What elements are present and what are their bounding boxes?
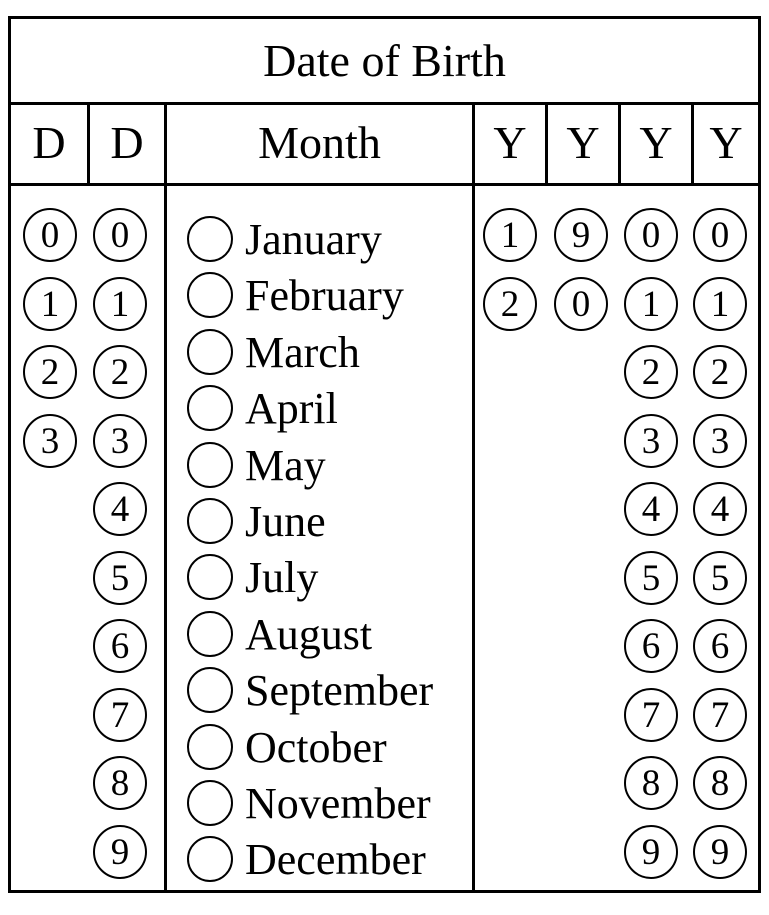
month-radio-circle[interactable] [187, 498, 233, 544]
year-4-bubble-4[interactable]: 4 [693, 482, 747, 536]
month-option-march[interactable] [187, 324, 360, 380]
month-label: September [245, 665, 434, 715]
month-option-november[interactable] [187, 775, 431, 831]
year-1-bubble-2[interactable]: 2 [483, 277, 537, 331]
month-radio-circle[interactable] [187, 216, 233, 262]
year-3-bubble-4[interactable]: 4 [624, 482, 678, 536]
year-2-bubble-9[interactable]: 9 [554, 208, 608, 262]
month-radio-circle[interactable] [187, 272, 233, 318]
day-2-bubble-1[interactable]: 1 [93, 277, 147, 331]
day-2-bubble-4[interactable]: 4 [93, 482, 147, 536]
day-2-bubble-5[interactable]: 5 [93, 551, 147, 605]
month-option-december[interactable] [187, 831, 426, 887]
month-label: June [245, 496, 326, 546]
month-radio-circle[interactable] [187, 329, 233, 375]
year-3-bubble-2[interactable]: 2 [624, 345, 678, 399]
month-radio-circle[interactable] [187, 724, 233, 770]
year-4-bubble-0[interactable]: 0 [693, 208, 747, 262]
month-label: April [245, 383, 338, 433]
year-4-bubble-5[interactable]: 5 [693, 551, 747, 605]
day-2-bubble-8[interactable]: 8 [93, 756, 147, 810]
day-2-bubble-7[interactable]: 7 [93, 688, 147, 742]
header-month: Month [258, 117, 381, 168]
header-year-3: Y [639, 117, 673, 168]
year-3-bubble-7[interactable]: 7 [624, 688, 678, 742]
header-year-4: Y [709, 117, 743, 168]
year-4-bubble-8[interactable]: 8 [693, 756, 747, 810]
year-3-bubble-0[interactable]: 0 [624, 208, 678, 262]
day-2-bubble-3[interactable]: 3 [93, 414, 147, 468]
month-option-august[interactable] [187, 606, 372, 662]
month-radio-circle[interactable] [187, 667, 233, 713]
divider-line [618, 102, 621, 183]
month-label: October [245, 722, 387, 772]
form-title: Date of Birth [11, 19, 758, 105]
month-radio-circle[interactable] [187, 442, 233, 488]
month-label: January [245, 214, 382, 264]
header-day-2: D [110, 117, 144, 168]
day-1-bubble-2[interactable]: 2 [23, 345, 77, 399]
month-label: November [245, 778, 431, 828]
year-2-bubble-0[interactable]: 0 [554, 277, 608, 331]
month-option-september[interactable] [187, 662, 433, 718]
day-2-bubble-6[interactable]: 6 [93, 619, 147, 673]
month-option-june[interactable] [187, 493, 326, 549]
year-3-bubble-3[interactable]: 3 [624, 414, 678, 468]
month-radio-circle[interactable] [187, 385, 233, 431]
day-2-bubble-2[interactable]: 2 [93, 345, 147, 399]
divider-line [691, 102, 694, 183]
year-1-bubble-1[interactable]: 1 [483, 208, 537, 262]
year-3-bubble-8[interactable]: 8 [624, 756, 678, 810]
month-label: December [245, 834, 426, 884]
day-1-bubble-3[interactable]: 3 [23, 414, 77, 468]
year-4-bubble-3[interactable]: 3 [693, 414, 747, 468]
month-option-february[interactable] [187, 267, 404, 323]
month-label: July [245, 552, 319, 602]
day-2-bubble-0[interactable]: 0 [93, 208, 147, 262]
month-label: May [245, 440, 326, 490]
day-1-bubble-0[interactable]: 0 [23, 208, 77, 262]
month-option-october[interactable] [187, 719, 387, 775]
divider-line [545, 102, 548, 183]
year-4-bubble-6[interactable]: 6 [693, 619, 747, 673]
date-of-birth-form [8, 16, 761, 893]
year-4-bubble-1[interactable]: 1 [693, 277, 747, 331]
month-radio-circle[interactable] [187, 780, 233, 826]
header-day-1: D [32, 117, 66, 168]
month-option-january[interactable] [187, 211, 382, 267]
year-3-bubble-9[interactable]: 9 [624, 825, 678, 879]
month-label: March [245, 327, 360, 377]
day-1-bubble-1[interactable]: 1 [23, 277, 77, 331]
column-header-row [11, 102, 758, 186]
year-3-bubble-6[interactable]: 6 [624, 619, 678, 673]
header-year-2: Y [566, 117, 600, 168]
month-option-may[interactable] [187, 437, 326, 493]
year-4-bubble-2[interactable]: 2 [693, 345, 747, 399]
month-label: February [245, 270, 404, 320]
divider-line [87, 102, 90, 183]
year-4-bubble-7[interactable]: 7 [693, 688, 747, 742]
month-radio-circle[interactable] [187, 554, 233, 600]
year-3-bubble-1[interactable]: 1 [624, 277, 678, 331]
divider-line [164, 102, 167, 890]
year-3-bubble-5[interactable]: 5 [624, 551, 678, 605]
header-year-1: Y [493, 117, 527, 168]
month-radio-circle[interactable] [187, 836, 233, 882]
month-radio-circle[interactable] [187, 611, 233, 657]
day-2-bubble-9[interactable]: 9 [93, 825, 147, 879]
year-4-bubble-9[interactable]: 9 [693, 825, 747, 879]
month-option-july[interactable] [187, 549, 318, 605]
month-label: August [245, 609, 373, 659]
divider-line [472, 102, 475, 890]
month-option-april[interactable] [187, 380, 338, 436]
